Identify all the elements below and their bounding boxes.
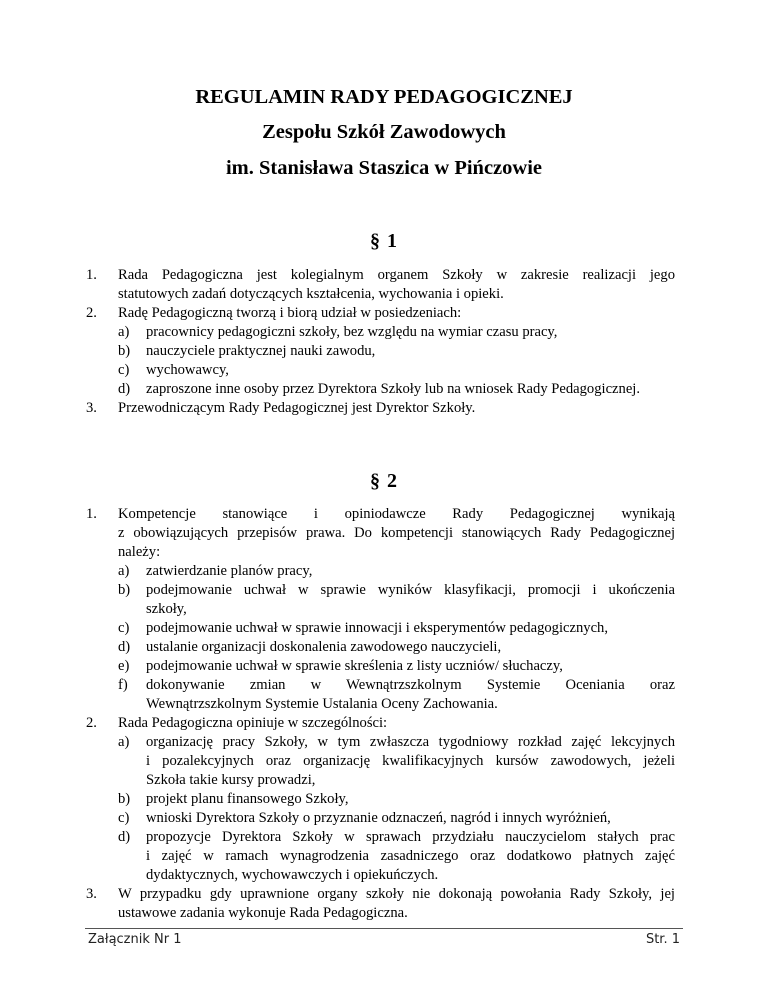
s1-item-3-text: Przewodniczącym Rady Pedagogicznej jest Dyrektor Szkoły.: [118, 400, 476, 416]
s2-sub1-c-letter: c): [118, 620, 130, 636]
section-2-heading: § 2: [370, 470, 398, 492]
footer-page-number: Str. 1: [645, 932, 680, 947]
s2-item-3-line-1: W przypadku gdy uprawnione organy szkoły nie dokonają powołania Rady Szkoły, jej: [118, 886, 675, 902]
s1-sub-c-text: wychowawcy,: [146, 362, 229, 378]
s2-sub1-d-letter: d): [118, 639, 131, 655]
s1-sub-a-letter: a): [118, 324, 130, 340]
s2-sub1-a-text: zatwierdzanie planów pracy,: [146, 563, 313, 579]
s2-sub2-d-line-3: dydaktycznych, wychowawczych i opiekuńczych.: [146, 867, 439, 883]
s1-sub-b-letter: b): [118, 343, 131, 359]
s2-sub2-a-line-2: i pozalekcyjnych oraz organizację kwalifikacyjnych kursów zawodowych, jeżeli: [146, 753, 675, 769]
s2-sub1-f-line-1: dokonywanie zmian w Wewnątrzszkolnym Systemie Oceniania oraz: [146, 677, 675, 693]
footer-attachment-label: Załącznik Nr 1: [88, 932, 182, 947]
s2-sub2-c-letter: c): [118, 810, 130, 826]
s2-sub1-f-letter: f): [118, 677, 128, 693]
section-1-heading: § 1: [370, 230, 398, 252]
s2-sub2-d-letter: d): [118, 829, 131, 845]
s2-sub2-d-line-1: propozycje Dyrektora Szkoły w sprawach przydziału nauczycielom stałych prac: [146, 829, 675, 845]
s2-sub2-b-letter: b): [118, 791, 131, 807]
s2-sub2-a-line-3: Szkoła takie kursy prowadzi,: [146, 772, 316, 788]
footer-divider: [85, 928, 683, 929]
s2-item-1-line-2: z obowiązujących przepisów prawa. Do kompetencji stanowiących Rady Pedagogicznej: [118, 525, 675, 541]
s1-sub-d-letter: d): [118, 381, 131, 397]
s1-item-3-number: 3.: [86, 400, 97, 416]
s2-sub1-e-letter: e): [118, 658, 130, 674]
document-subtitle-school: Zespołu Szkół Zawodowych: [262, 121, 506, 143]
s2-sub2-a-letter: a): [118, 734, 130, 750]
s2-sub1-a-letter: a): [118, 563, 130, 579]
s2-sub2-b-text: projekt planu finansowego Szkoły,: [146, 791, 349, 807]
document-subtitle-patron: im. Stanisława Staszica w Pińczowie: [225, 157, 543, 179]
s2-sub1-b-line-1: podejmowanie uchwał w sprawie wyników klasyfikacji, promocji i ukończenia: [146, 582, 675, 598]
s1-item-1-number: 1.: [86, 267, 97, 283]
s1-sub-d-text: zaproszone inne osoby przez Dyrektora Szkoły lub na wniosek Rady Pedagogicznej.: [146, 381, 641, 397]
s1-sub-b-text: nauczyciele praktycznej nauki zawodu,: [146, 343, 376, 359]
s1-item-2-text: Radę Pedagogiczną tworzą i biorą udział w posiedzeniach:: [118, 305, 462, 321]
s2-sub1-c-text: podejmowanie uchwał w sprawie innowacji i eksperymentów pedagogicznych,: [146, 620, 608, 636]
s2-sub1-e-text: podejmowanie uchwał w sprawie skreślenia z listy uczniów/ słuchaczy,: [146, 658, 563, 674]
s2-sub1-d-text: ustalanie organizacji doskonalenia zawodowego nauczycieli,: [146, 639, 502, 655]
s2-item-1-number: 1.: [86, 506, 97, 522]
s1-sub-a-text: pracownicy pedagogiczni szkoły, bez względu na wymiar czasu pracy,: [146, 324, 558, 340]
s2-sub1-b-line-2: szkoły,: [146, 601, 187, 617]
s2-sub2-a-line-1: organizację pracy Szkoły, w tym zwłaszcza tygodniowy rozkład zajęć lekcyjnych: [146, 734, 675, 750]
s2-item-1-line-1: Kompetencje stanowiące i opiniodawcze Rady Pedagogicznej wynikają: [118, 506, 675, 522]
s2-item-3-number: 3.: [86, 886, 97, 902]
s1-item-1-line-1: Rada Pedagogiczna jest kolegialnym organem Szkoły w zakresie realizacji jego: [118, 267, 675, 283]
s2-item-2-text: Rada Pedagogiczna opiniuje w szczególności:: [118, 715, 388, 731]
document-title: REGULAMIN RADY PEDAGOGICZNEJ: [195, 86, 573, 108]
s2-item-3-line-2: ustawowe zadania wykonuje Rada Pedagogiczna.: [118, 905, 408, 921]
s2-sub2-d-line-2: i zajęć w ramach wynagrodzenia zasadniczego oraz dodatkowo płatnych zajęć: [146, 848, 675, 864]
s1-item-1-line-2: statutowych zadań dotyczących kształcenia, wychowania i opieki.: [118, 286, 504, 302]
s2-item-1-line-3: należy:: [118, 544, 161, 560]
s1-item-2-number: 2.: [86, 305, 97, 321]
s2-sub1-b-letter: b): [118, 582, 131, 598]
s1-sub-c-letter: c): [118, 362, 130, 378]
s2-sub2-c-text: wnioski Dyrektora Szkoły o przyznanie odznaczeń, nagród i innych wyróżnień,: [146, 810, 611, 826]
s2-sub1-f-line-2: Wewnątrzszkolnym Systemie Ustalania Oceny Zachowania.: [146, 696, 498, 712]
s2-item-2-number: 2.: [86, 715, 97, 731]
